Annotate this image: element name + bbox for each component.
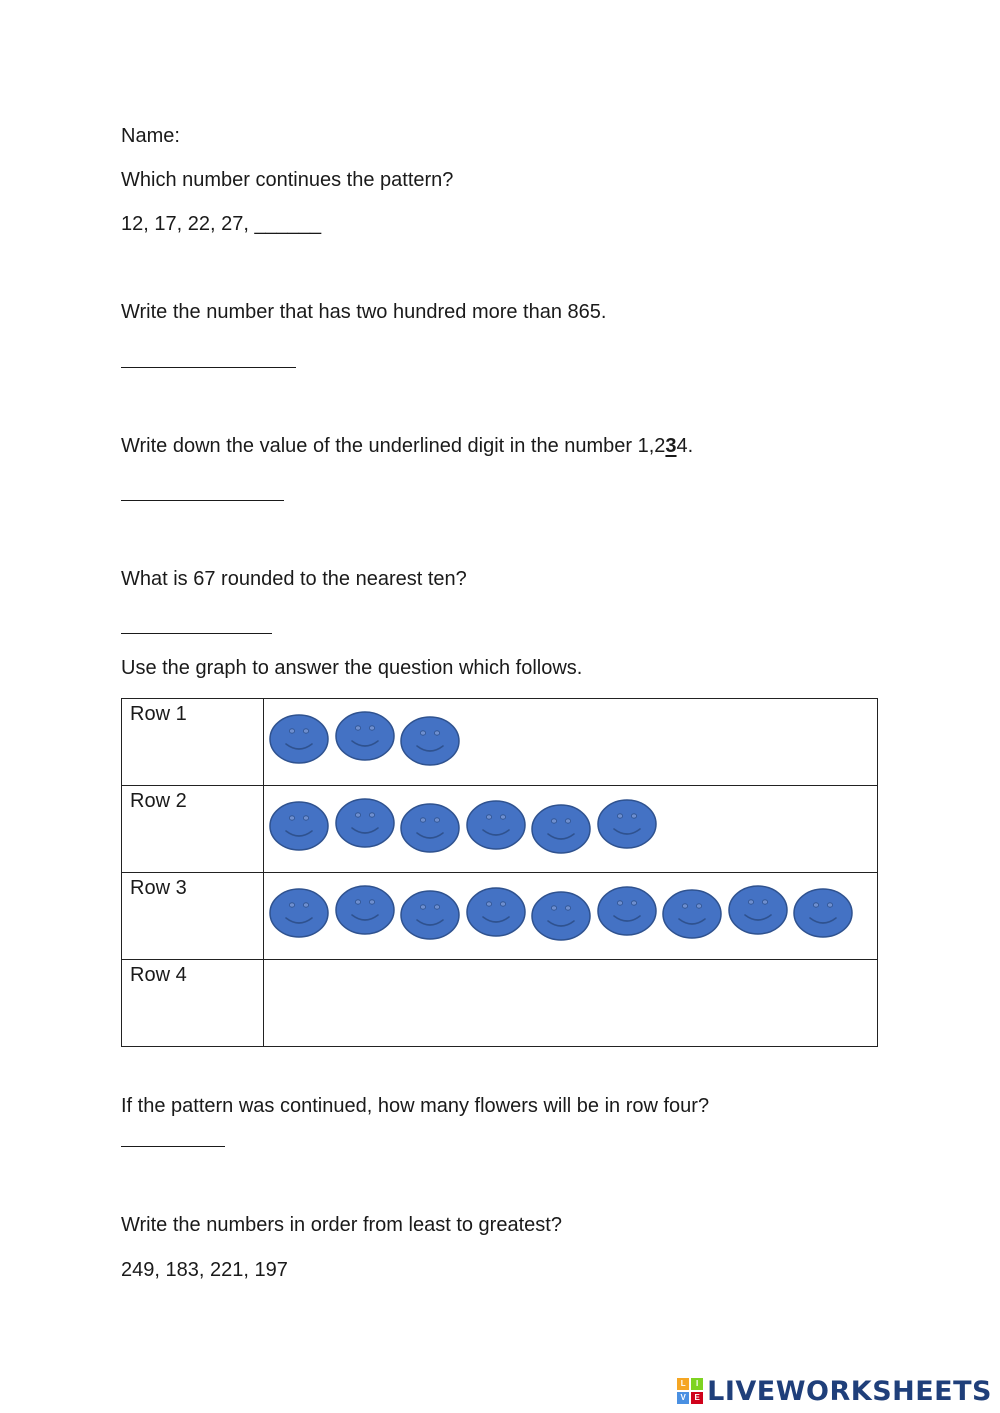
smiley-face-icon xyxy=(335,885,395,935)
graph-row-label: Row 4 xyxy=(122,960,264,1047)
smiley-face-icon xyxy=(728,885,788,935)
smiley-face-icon xyxy=(597,886,657,936)
q6-prompt: Write the numbers in order from least to greatest? xyxy=(121,1214,562,1236)
smiley-face-icon xyxy=(466,800,526,850)
name-label: Name: xyxy=(121,125,180,147)
graph-intro: Use the graph to answer the question which follows. xyxy=(121,657,583,679)
smiley-face-icon xyxy=(466,887,526,937)
q3-prompt-after: 4. xyxy=(676,435,694,457)
smiley-face-icon xyxy=(400,803,460,853)
logo-mark-square: L xyxy=(677,1378,689,1390)
graph-row-faces[interactable] xyxy=(264,960,878,1047)
q4-prompt: What is 67 rounded to the nearest ten? xyxy=(121,568,467,590)
logo-mark-square: E xyxy=(691,1392,703,1404)
liveworksheets-logo xyxy=(677,1377,992,1405)
smiley-face-icon xyxy=(400,716,460,766)
q5-answer-line[interactable] xyxy=(121,1146,225,1147)
graph-row-faces xyxy=(264,873,878,960)
q1-sequence: 12, 17, 22, 27, ______ xyxy=(121,213,322,235)
smiley-face-icon xyxy=(662,889,722,939)
smiley-face-icon xyxy=(335,798,395,848)
logo-mark-square: V xyxy=(677,1392,689,1404)
graph-row-2 xyxy=(122,786,878,873)
q3-answer-line[interactable] xyxy=(121,500,284,501)
smiley-face-icon xyxy=(400,890,460,940)
graph-row-faces xyxy=(264,786,878,873)
pictograph-table xyxy=(121,698,878,1047)
q3-underlined-digit: 3 xyxy=(665,435,677,457)
graph-row-label: Row 1 xyxy=(122,699,264,786)
graph-row-label: Row 3 xyxy=(122,873,264,960)
smiley-face-icon xyxy=(269,888,329,938)
graph-row-faces xyxy=(264,699,878,786)
q5-prompt: If the pattern was continued, how many flowers will be in row four? xyxy=(121,1095,710,1117)
smiley-face-icon xyxy=(793,888,853,938)
q2-answer-line[interactable] xyxy=(121,367,296,368)
q2-prompt: Write the number that has two hundred more than 865. xyxy=(121,301,607,323)
smiley-face-icon xyxy=(597,799,657,849)
smiley-face-icon xyxy=(269,801,329,851)
logo-text: LIVEWORKSHEETS xyxy=(707,1375,992,1407)
q1-prompt: Which number continues the pattern? xyxy=(121,169,454,191)
logo-mark-icon xyxy=(677,1378,703,1404)
q6-numbers: 249, 183, 221, 197 xyxy=(121,1259,288,1281)
q3-prompt xyxy=(121,434,693,458)
smiley-face-icon xyxy=(531,891,591,941)
smiley-face-icon xyxy=(531,804,591,854)
graph-row-3 xyxy=(122,873,878,960)
q4-answer-line[interactable] xyxy=(121,633,272,634)
smiley-face-icon xyxy=(335,711,395,761)
graph-row-4 xyxy=(122,960,878,1047)
smiley-face-icon xyxy=(269,714,329,764)
q3-prompt-before: Write down the value of the underlined digit in the number 1,2 xyxy=(121,435,666,457)
graph-row-label: Row 2 xyxy=(122,786,264,873)
logo-mark-square: I xyxy=(691,1378,703,1390)
graph-row-1 xyxy=(122,699,878,786)
